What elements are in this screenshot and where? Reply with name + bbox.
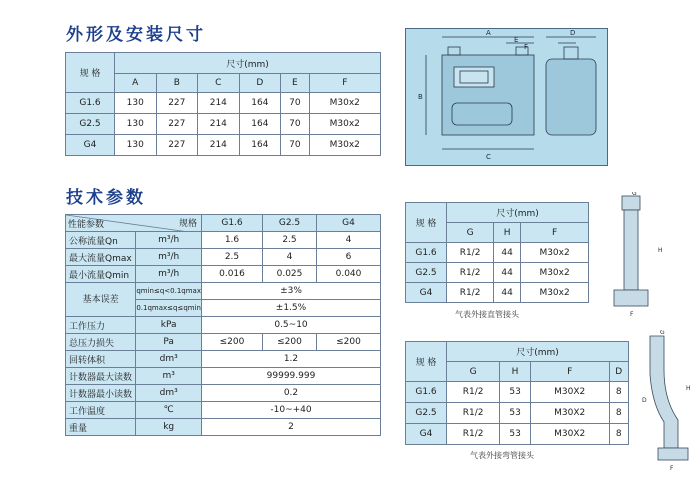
model-cell: G4 <box>406 424 447 445</box>
value-cell: 227 <box>156 135 198 156</box>
value-cell: ±3% <box>202 283 381 300</box>
label-c: C <box>486 153 491 161</box>
value-cell: 164 <box>239 93 281 114</box>
bent-fitting-nut <box>658 448 688 460</box>
dims-table <box>65 52 381 156</box>
value-cell: 2.5 <box>202 249 263 266</box>
model-cell: G4 <box>66 135 115 156</box>
table-row <box>406 283 589 303</box>
value-cell: 0.5~10 <box>202 317 381 334</box>
model-cell: G1.6 <box>66 93 115 114</box>
value-cell: M30x2 <box>309 114 380 135</box>
value-cell: 99999.999 <box>202 368 381 385</box>
table-row <box>66 249 381 266</box>
dims-col-e: E <box>281 74 309 93</box>
value-cell: ≤200 <box>202 334 263 351</box>
value-cell: 53 <box>500 424 531 445</box>
model-cell: G2.5 <box>66 114 115 135</box>
param-name: 工作温度 <box>66 402 136 419</box>
param-unit: ℃ <box>136 402 202 419</box>
straight-label-f: F <box>630 311 634 318</box>
value-cell: 214 <box>198 114 240 135</box>
value-cell: R1/2 <box>447 283 494 303</box>
table-row <box>66 266 381 283</box>
param-unit: m³ <box>136 368 202 385</box>
param-unit: m³/h <box>136 249 202 266</box>
straight-label-g: G <box>632 192 637 197</box>
dims-title: 外形及安装尺寸 <box>66 25 206 45</box>
value-cell: M30x2 <box>521 263 589 283</box>
table-row <box>66 283 381 300</box>
param-name: 计数器最大读数 <box>66 368 136 385</box>
error-range: qmin≤q<0.1qmax <box>136 283 202 300</box>
value-cell: 70 <box>281 135 309 156</box>
straight-size-label: 尺寸(mm) <box>447 203 589 223</box>
bent-fitting-drawing <box>640 330 698 472</box>
straight-fitting-tube <box>624 210 638 290</box>
param-unit: dm³ <box>136 385 202 402</box>
value-cell: 164 <box>239 114 281 135</box>
value-cell: M30x2 <box>309 93 380 114</box>
bent-label-f: F <box>670 465 674 472</box>
bent-col-h: H <box>500 362 531 382</box>
bent-col-g: G <box>447 362 500 382</box>
bent-col-d: D <box>609 362 628 382</box>
dims-col-d: D <box>239 74 281 93</box>
value-cell: M30X2 <box>530 424 609 445</box>
model-cell: G1.6 <box>406 382 447 403</box>
meter-side-body <box>546 59 596 135</box>
table-row <box>406 403 629 424</box>
meter-side-pipe <box>564 47 578 59</box>
tech-corner-cell <box>66 215 202 232</box>
tech-title: 技术参数 <box>66 188 146 208</box>
param-name: 回转体积 <box>66 351 136 368</box>
value-cell: 8 <box>609 424 628 445</box>
table-row <box>406 424 629 445</box>
param-name: 工作压力 <box>66 317 136 334</box>
value-cell: 2 <box>202 419 381 436</box>
table-row <box>66 419 381 436</box>
table-row <box>66 334 381 351</box>
straight-col-f: F <box>521 223 589 243</box>
value-cell: 0.040 <box>317 266 381 283</box>
value-cell: ≤200 <box>263 334 317 351</box>
model-cell: G2.5 <box>406 403 447 424</box>
value-cell: 227 <box>156 114 198 135</box>
straight-fitting-table <box>405 202 589 303</box>
table-row <box>66 402 381 419</box>
label-e: E <box>514 36 519 44</box>
model-cell: G2.5 <box>406 263 447 283</box>
error-label: 基本误差 <box>66 283 136 317</box>
value-cell: 130 <box>115 135 157 156</box>
value-cell: 214 <box>198 135 240 156</box>
value-cell: M30x2 <box>521 283 589 303</box>
bent-label-d: D <box>642 397 647 404</box>
value-cell: 0.2 <box>202 385 381 402</box>
straight-fitting-nut <box>614 290 648 306</box>
param-name: 最小流量Qmin <box>66 266 136 283</box>
bent-label-g: G <box>660 330 665 336</box>
table-row <box>406 243 589 263</box>
table-row <box>406 263 589 283</box>
label-f: F <box>524 43 529 51</box>
param-name: 重量 <box>66 419 136 436</box>
straight-fitting-drawing <box>610 192 670 320</box>
model-cell: G4 <box>406 283 447 303</box>
value-cell: 130 <box>115 114 157 135</box>
value-cell: 164 <box>239 135 281 156</box>
param-name: 公称流量Qn <box>66 232 136 249</box>
value-cell: 1.2 <box>202 351 381 368</box>
dims-col-f: F <box>309 74 380 93</box>
value-cell: 0.025 <box>263 266 317 283</box>
value-cell: 1.6 <box>202 232 263 249</box>
value-cell: 8 <box>609 382 628 403</box>
value-cell: R1/2 <box>447 382 500 403</box>
value-cell: 44 <box>494 263 521 283</box>
straight-col-g: G <box>447 223 494 243</box>
table-row <box>66 114 381 135</box>
table-row <box>66 135 381 156</box>
dims-size-label: 尺寸(mm) <box>115 53 381 74</box>
error-range: 0.1qmax≤q≤qmin <box>136 300 202 317</box>
value-cell: 214 <box>198 93 240 114</box>
value-cell: 70 <box>281 114 309 135</box>
bent-caption: 气表外接弯管接头 <box>470 451 534 460</box>
value-cell: 44 <box>494 283 521 303</box>
dims-col-c: C <box>198 74 240 93</box>
dims-col-b: B <box>156 74 198 93</box>
value-cell: 44 <box>494 243 521 263</box>
param-unit: kg <box>136 419 202 436</box>
param-name: 最大流量Qmax <box>66 249 136 266</box>
table-row <box>66 385 381 402</box>
bent-fitting-body <box>650 336 678 448</box>
value-cell: M30X2 <box>530 403 609 424</box>
value-cell: M30X2 <box>530 382 609 403</box>
straight-caption: 气表外接直管接头 <box>455 310 519 319</box>
value-cell: 70 <box>281 93 309 114</box>
straight-col-h: H <box>494 223 521 243</box>
meter-drawing <box>406 29 607 165</box>
straight-spec-label: 规 格 <box>406 203 447 243</box>
value-cell: R1/2 <box>447 424 500 445</box>
bent-spec-label: 规 格 <box>406 342 447 382</box>
corner-top-label: 规格 <box>178 219 197 229</box>
dims-col-a: A <box>115 74 157 93</box>
label-b: B <box>418 93 423 101</box>
table-row <box>66 93 381 114</box>
value-cell: 8 <box>609 403 628 424</box>
value-cell: M30x2 <box>521 243 589 263</box>
bent-size-label: 尺寸(mm) <box>447 342 629 362</box>
bent-label-h: H <box>686 385 691 392</box>
value-cell: R1/2 <box>447 263 494 283</box>
bent-fitting-table <box>405 341 629 445</box>
param-unit: Pa <box>136 334 202 351</box>
value-cell: M30x2 <box>309 135 380 156</box>
value-cell: ±1.5% <box>202 300 381 317</box>
table-row <box>66 317 381 334</box>
param-unit: m³/h <box>136 232 202 249</box>
corner-bottom-label: 性能参数 <box>68 220 105 230</box>
value-cell: 0.016 <box>202 266 263 283</box>
value-cell: 2.5 <box>263 232 317 249</box>
table-row <box>66 232 381 249</box>
param-name: 计数器最小读数 <box>66 385 136 402</box>
dims-spec-label: 规 格 <box>66 53 115 93</box>
straight-fitting-top <box>622 196 640 210</box>
tech-model-g4: G4 <box>317 215 381 232</box>
table-row <box>406 382 629 403</box>
param-unit: m³/h <box>136 266 202 283</box>
param-unit: dm³ <box>136 351 202 368</box>
table-row <box>66 368 381 385</box>
bent-col-f: F <box>530 362 609 382</box>
value-cell: 130 <box>115 93 157 114</box>
param-unit: kPa <box>136 317 202 334</box>
value-cell: 53 <box>500 382 531 403</box>
tech-table <box>65 214 381 436</box>
value-cell: 227 <box>156 93 198 114</box>
value-cell: -10~+40 <box>202 402 381 419</box>
value-cell: ≤200 <box>317 334 381 351</box>
value-cell: 4 <box>263 249 317 266</box>
label-d: D <box>570 29 576 37</box>
value-cell: 53 <box>500 403 531 424</box>
value-cell: R1/2 <box>447 403 500 424</box>
tech-model-g25: G2.5 <box>263 215 317 232</box>
straight-label-h: H <box>658 247 663 254</box>
param-name: 总压力损失 <box>66 334 136 351</box>
value-cell: 4 <box>317 232 381 249</box>
table-row <box>66 351 381 368</box>
model-cell: G1.6 <box>406 243 447 263</box>
meter-diagram <box>405 28 608 166</box>
value-cell: R1/2 <box>447 243 494 263</box>
tech-model-g16: G1.6 <box>202 215 263 232</box>
value-cell: 6 <box>317 249 381 266</box>
meter-inlet <box>448 47 460 55</box>
label-a: A <box>486 29 491 37</box>
